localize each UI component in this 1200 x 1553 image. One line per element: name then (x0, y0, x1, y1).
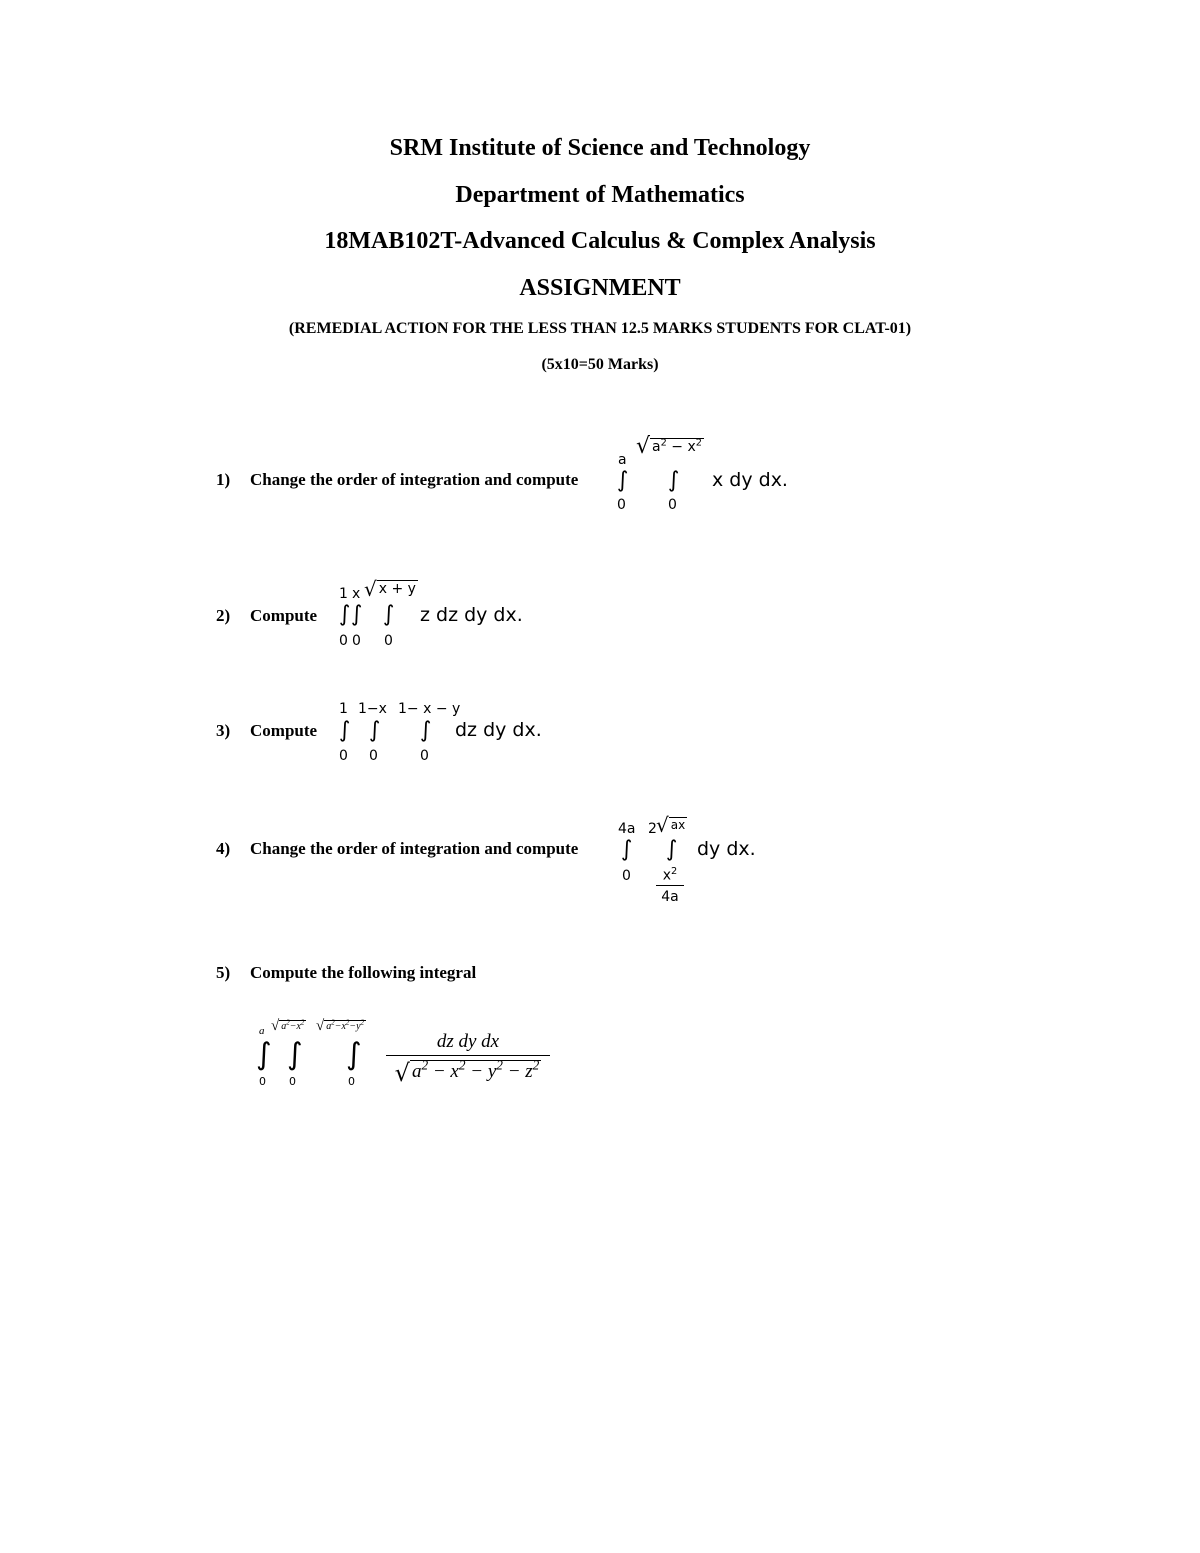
integral-sign: ∫ (256, 1037, 272, 1072)
question-5 (0, 955, 1200, 1105)
lower-limit-1: 0 (339, 633, 348, 649)
question-text: Compute (250, 606, 318, 625)
integral-sign: ∫ (369, 718, 381, 743)
question-number: 3) (216, 721, 231, 740)
integral-sign: ∫ (621, 837, 633, 862)
integral-sign: ∫ (346, 1037, 362, 1072)
question-number: 5) (216, 963, 231, 982)
question-text: Compute (250, 721, 318, 740)
sqrt-upper-limit-3: √ $a^2-x^2-y^2$ (316, 1018, 365, 1034)
numerator: dz dy dx (386, 1031, 550, 1056)
integral-sign: ∫ (617, 468, 629, 493)
question-text: Compute the following integral (250, 963, 477, 982)
question-text: Change the order of integration and compute (250, 839, 579, 858)
question-2 (0, 570, 1200, 710)
integrand: dz dy dx. (455, 719, 542, 741)
lower-limit-2: 0 (289, 1075, 296, 1088)
upper-limit-3: 1− x − y (398, 701, 461, 717)
lower-limit-1: 0 (339, 748, 348, 764)
upper-coefficient: 2 (648, 821, 657, 837)
integral-sign: ∫ (339, 602, 351, 627)
department-title: Department of Mathematics (455, 182, 745, 208)
upper-limit-1: 1 (339, 586, 348, 602)
upper-limit-2: 1−x (358, 701, 387, 717)
sqrt-upper-limit: √ $a^2 - x^2$ (636, 434, 703, 459)
integral-sign: ∫ (666, 837, 678, 862)
sqrt-upper-limit-2: √ $a^2-x^2$ (271, 1018, 305, 1034)
sqrt-upper-limit: √ x + y (364, 577, 416, 601)
lower-limit-2: 0 (369, 748, 378, 764)
upper-limit-1: 1 (339, 701, 348, 717)
integral-sign: ∫ (287, 1037, 303, 1072)
outer-upper-limit: 4a (618, 821, 636, 837)
sqrt-upper-limit: √ ax (656, 813, 686, 837)
integrand: z dz dy dx. (420, 604, 523, 626)
outer-lower-limit: 0 (617, 497, 626, 513)
question-number: 4) (216, 839, 231, 858)
question-number: 2) (216, 606, 231, 625)
integrand: dy dx. (697, 838, 756, 860)
remedial-note: (REMEDIAL ACTION FOR THE LESS THAN 12.5 MARKS STUDENTS FOR CLAT-01) (288, 320, 912, 337)
question-1 (0, 430, 1200, 570)
lower-limit-3: 0 (384, 633, 393, 649)
upper-limit-2: x (352, 586, 361, 602)
integral-sign: ∫ (339, 718, 351, 743)
inner-lower-limit: 0 (668, 497, 677, 513)
outer-upper-limit: a (618, 452, 627, 468)
question-4 (0, 810, 1200, 950)
denominator: √ $a^2 - x^2 - y^2 - z^2$ (394, 1058, 540, 1087)
outer-lower-limit: 0 (622, 868, 631, 884)
integral-sign: ∫ (383, 602, 395, 627)
upper-limit-1: a (259, 1025, 265, 1037)
integral-sign: ∫ (420, 718, 432, 743)
lower-limit-3: 0 (348, 1075, 355, 1088)
lower-limit-1: 0 (259, 1075, 266, 1088)
course-title: 18MAB102T-Advanced Calculus & Complex Analysis (324, 228, 876, 254)
question-number: 1) (216, 470, 231, 489)
lower-limit-2: 0 (352, 633, 361, 649)
integrand-fraction (386, 1031, 550, 1087)
lower-limit-3: 0 (420, 748, 429, 764)
integrand: x dy dx. (712, 469, 788, 491)
lower-limit-fraction: $x^2$ 4a (656, 866, 684, 905)
institute-title: SRM Institute of Science and Technology (389, 135, 811, 161)
marks-note: (5x10=50 Marks) (541, 356, 659, 373)
integral-sign: ∫ (668, 468, 680, 493)
question-text: Change the order of integration and compute (250, 470, 579, 489)
assignment-title: ASSIGNMENT (519, 275, 681, 301)
integral-sign: ∫ (351, 602, 363, 627)
